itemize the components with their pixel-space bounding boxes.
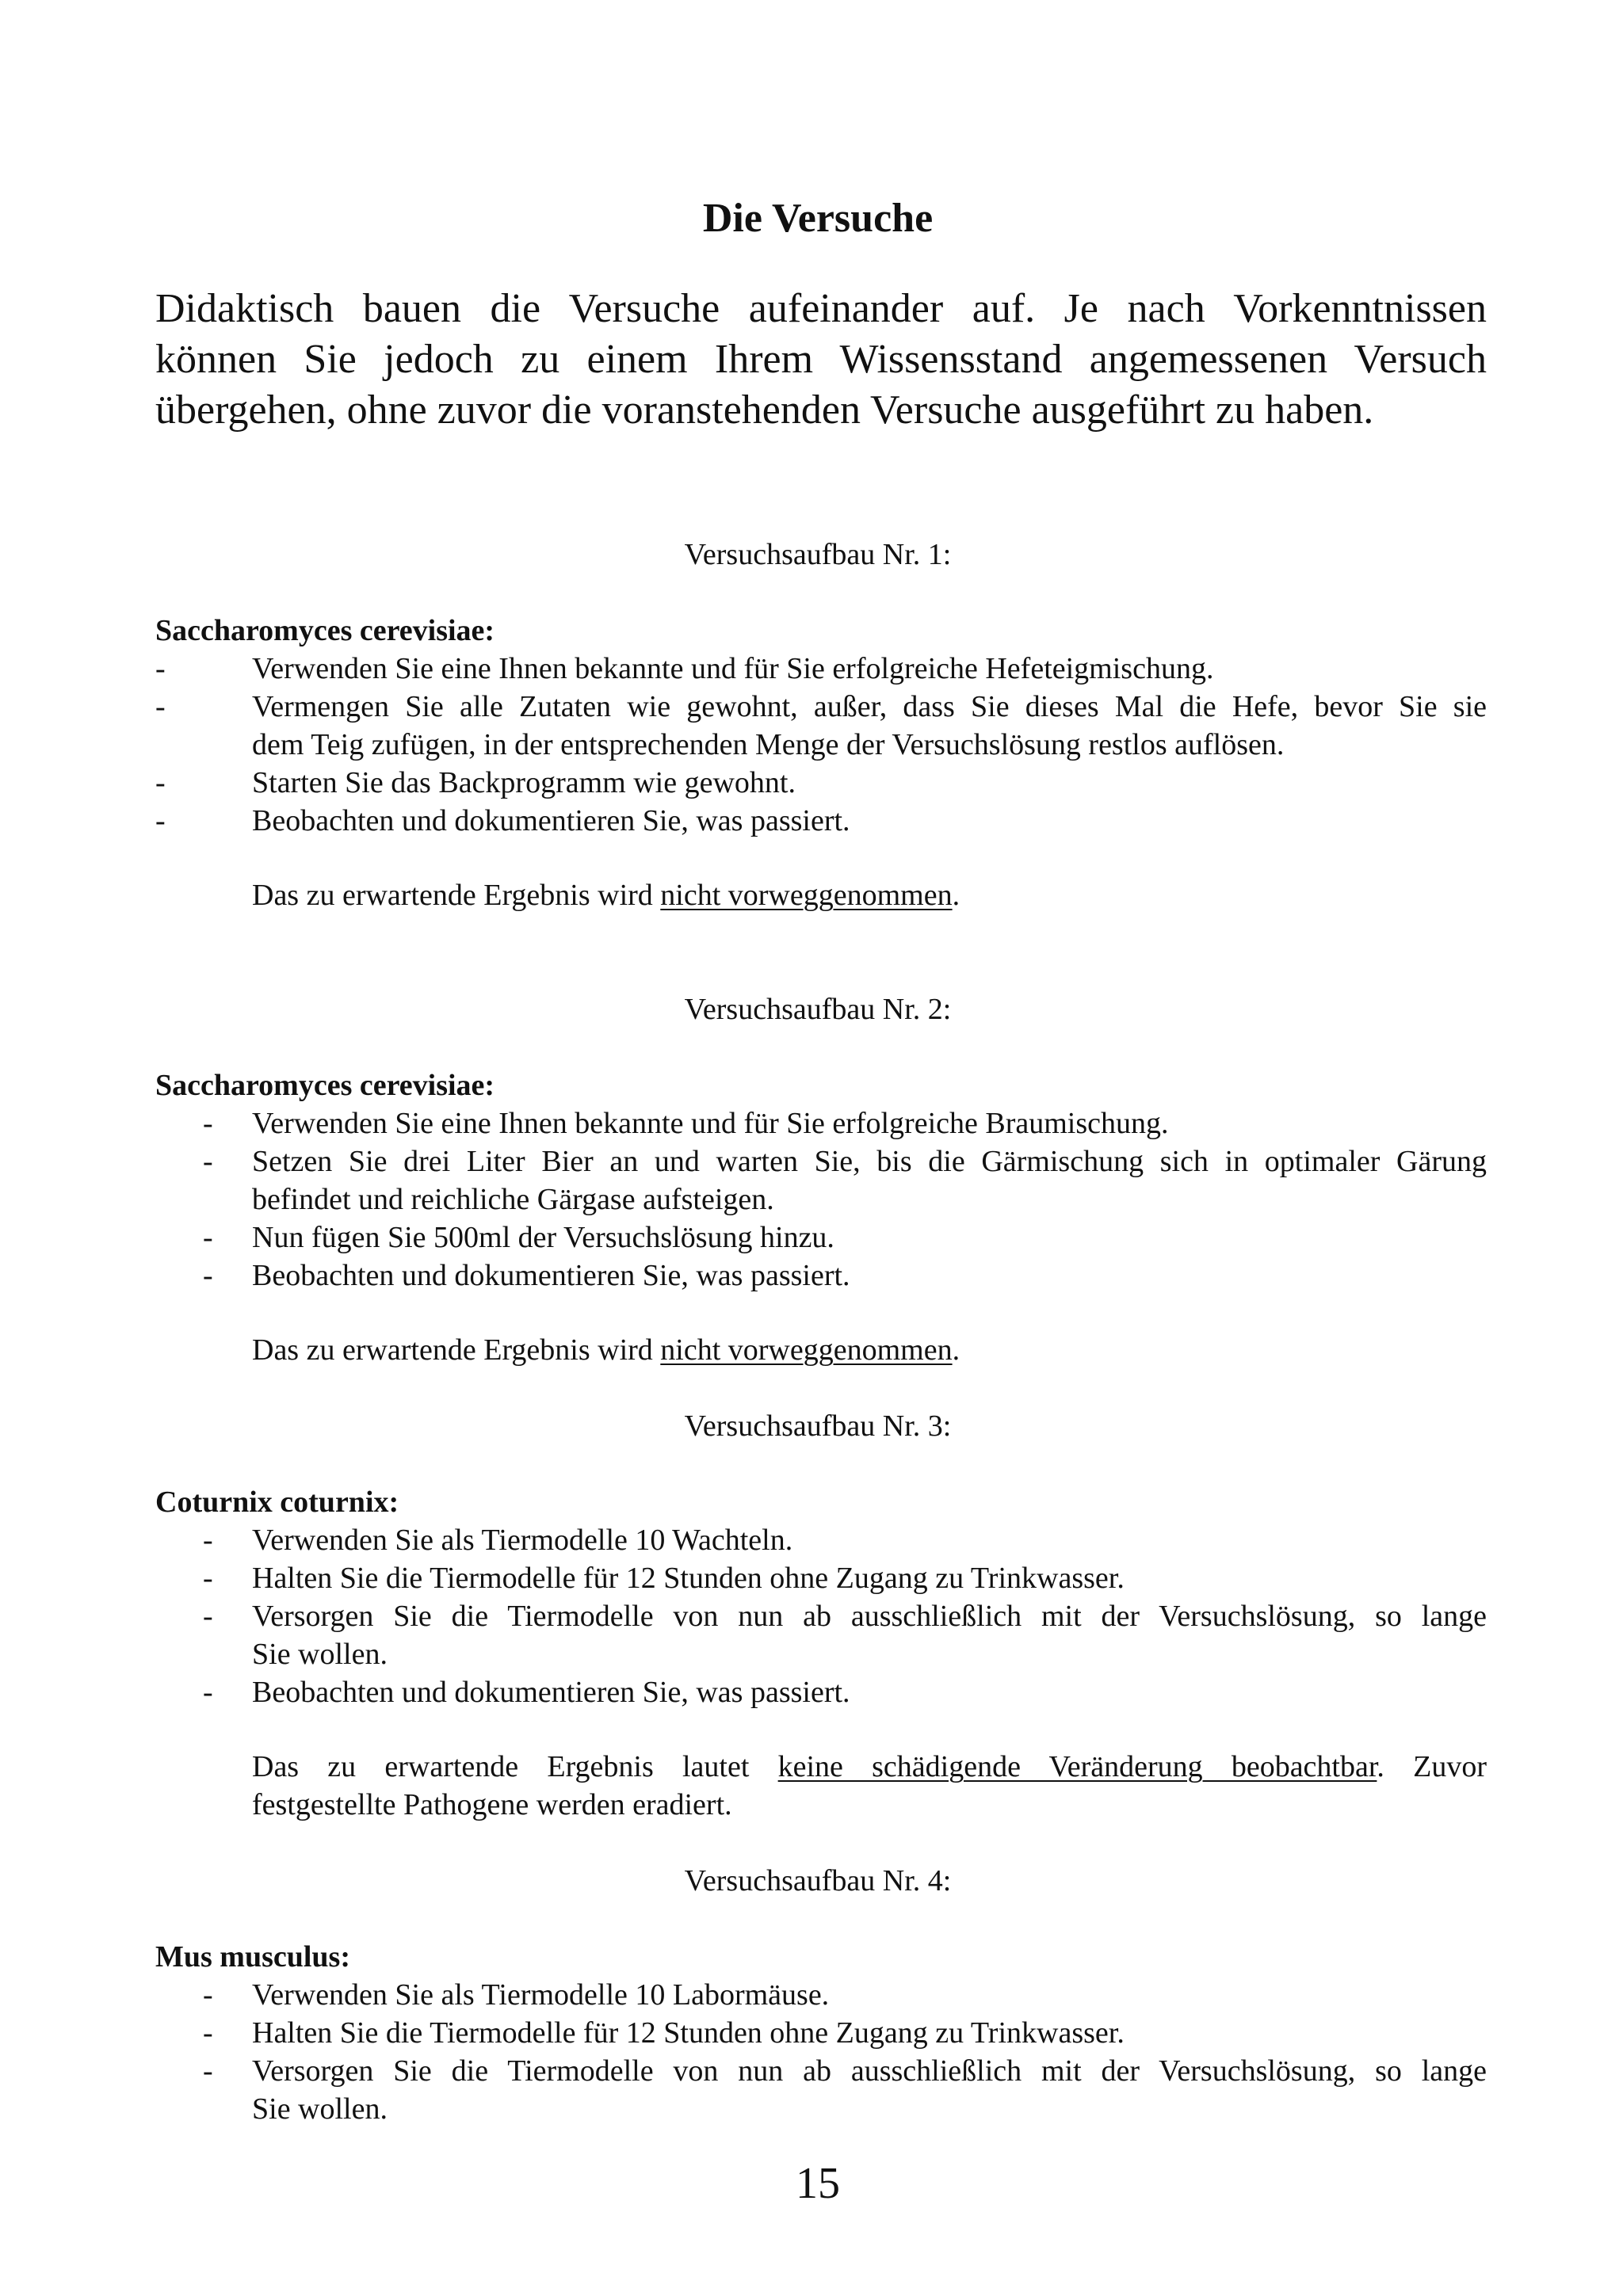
list-item [0, 1257, 1623, 1295]
expected-result [252, 876, 1487, 914]
list-item-text: Versorgen Sie die Tiermodelle von nun ab ausschließlich mit der Versuchslösung, so lange [252, 2054, 1487, 2088]
list-item [0, 2052, 1623, 2128]
intro-line: übergehen, ohne zuvor die voranstehenden Versuche ausgeführt zu haben. [155, 387, 1374, 433]
instruction-list [0, 1976, 1623, 2128]
list-item-text: Setzen Sie drei Liter Bier an und warten Sie, bis die Gärmischung sich in optimaler Gärung [252, 1145, 1487, 1178]
list-item-text: Halten Sie die Tiermodelle für 12 Stunden ohne Zugang zu Trinkwasser. [252, 1562, 1125, 1595]
list-item-text: Verwenden Sie als Tiermodelle 10 Labormäuse. [252, 1978, 830, 2012]
list-item-text: Verwenden Sie als Tiermodelle 10 Wachteln. [252, 1524, 793, 1557]
result-text: . [952, 879, 960, 912]
result-text: . [952, 1333, 960, 1367]
list-dash: - [155, 804, 166, 837]
list-item [0, 1219, 1623, 1257]
list-item-text: Halten Sie die Tiermodelle für 12 Stunden ohne Zugang zu Trinkwasser. [252, 2016, 1125, 2050]
list-item-text: befindet und reichliche Gärgase aufsteigen. [252, 1183, 774, 1216]
list-dash: - [203, 1562, 213, 1595]
list-item [0, 1559, 1623, 1597]
list-item-text: Nun fügen Sie 500ml der Versuchslösung hinzu. [252, 1221, 834, 1254]
list-item [0, 688, 1623, 764]
list-item-text: Starten Sie das Backprogramm wie gewohnt. [252, 766, 796, 799]
list-dash: - [203, 1221, 213, 1254]
page-title: Die Versuche [702, 196, 934, 241]
result-text: Das zu erwartende Ergebnis lautet [252, 1750, 778, 1783]
list-item [0, 1976, 1623, 2014]
list-dash: - [203, 2054, 213, 2088]
intro-paragraph [155, 284, 1487, 436]
list-item-text: dem Teig zufügen, in der entsprechenden Menge der Versuchslösung restlos auflösen. [252, 728, 1285, 761]
intro-line: können Sie jedoch zu einem Ihrem Wissensstand angemessenen Versuch [155, 337, 1487, 382]
result-emphasis: keine schädigende Veränderung beobachtbar [777, 1750, 1377, 1783]
result-emphasis: nicht vorweggenommen [660, 879, 953, 912]
list-item-text: Sie wollen. [252, 1638, 388, 1671]
setup-heading: Versuchsaufbau Nr. 3: [684, 1409, 952, 1443]
list-item-text: Vermengen Sie alle Zutaten wie gewohnt, außer, dass Sie dieses Mal die Hefe, bevor Sie sie [252, 690, 1487, 723]
list-item-text: Verwenden Sie eine Ihnen bekannte und für Sie erfolgreiche Braumischung. [252, 1107, 1169, 1140]
list-dash: - [203, 1600, 213, 1633]
list-dash: - [203, 1978, 213, 2012]
list-item [0, 2014, 1623, 2052]
list-dash: - [203, 1107, 213, 1140]
list-dash: - [155, 766, 166, 799]
list-item [0, 650, 1623, 688]
organism-label: Mus musculus: [155, 1940, 350, 1974]
list-item-text: Verwenden Sie eine Ihnen bekannte und für Sie erfolgreiche Hefeteigmischung. [252, 652, 1214, 685]
list-item-text: Sie wollen. [252, 2092, 388, 2126]
setup-heading: Versuchsaufbau Nr. 2: [684, 993, 952, 1026]
list-item [0, 802, 1623, 840]
list-dash: - [155, 652, 166, 685]
list-dash: - [203, 1259, 213, 1292]
organism-label: Saccharomyces cerevisiae: [155, 614, 495, 647]
list-item-text: Beobachten und dokumentieren Sie, was passiert. [252, 1676, 850, 1709]
list-dash: - [203, 1524, 213, 1557]
list-item [0, 1597, 1623, 1673]
list-item-text: Beobachten und dokumentieren Sie, was passiert. [252, 804, 850, 837]
list-item-text: Versorgen Sie die Tiermodelle von nun ab ausschließlich mit der Versuchslösung, so lange [252, 1600, 1487, 1633]
instruction-list [0, 1104, 1623, 1295]
result-emphasis: nicht vorweggenommen [660, 1333, 953, 1367]
result-text: Das zu erwartende Ergebnis wird [252, 879, 661, 912]
organism-label: Coturnix coturnix: [155, 1486, 399, 1519]
instruction-list [0, 650, 1623, 840]
list-item-text: Beobachten und dokumentieren Sie, was passiert. [252, 1259, 850, 1292]
list-item [0, 1142, 1623, 1219]
organism-label: Saccharomyces cerevisiae: [155, 1069, 495, 1102]
expected-result [252, 1331, 1487, 1369]
list-dash: - [203, 1676, 213, 1709]
result-text: festgestellte Pathogene werden eradiert. [252, 1788, 732, 1821]
result-text: Das zu erwartende Ergebnis wird [252, 1333, 661, 1367]
intro-line: Didaktisch bauen die Versuche aufeinander auf. Je nach Vorkenntnissen [155, 286, 1487, 331]
list-item [0, 1521, 1623, 1559]
list-item [0, 1104, 1623, 1142]
expected-result [252, 1748, 1487, 1824]
page-number: 15 [796, 2159, 840, 2208]
result-text: . Zuvor [1377, 1750, 1487, 1783]
list-dash: - [203, 1145, 213, 1178]
list-dash: - [203, 2016, 213, 2050]
list-dash: - [155, 690, 166, 723]
list-item [0, 764, 1623, 802]
list-item [0, 1673, 1623, 1711]
setup-heading: Versuchsaufbau Nr. 1: [684, 538, 952, 571]
instruction-list [0, 1521, 1623, 1711]
setup-heading: Versuchsaufbau Nr. 4: [684, 1864, 952, 1897]
